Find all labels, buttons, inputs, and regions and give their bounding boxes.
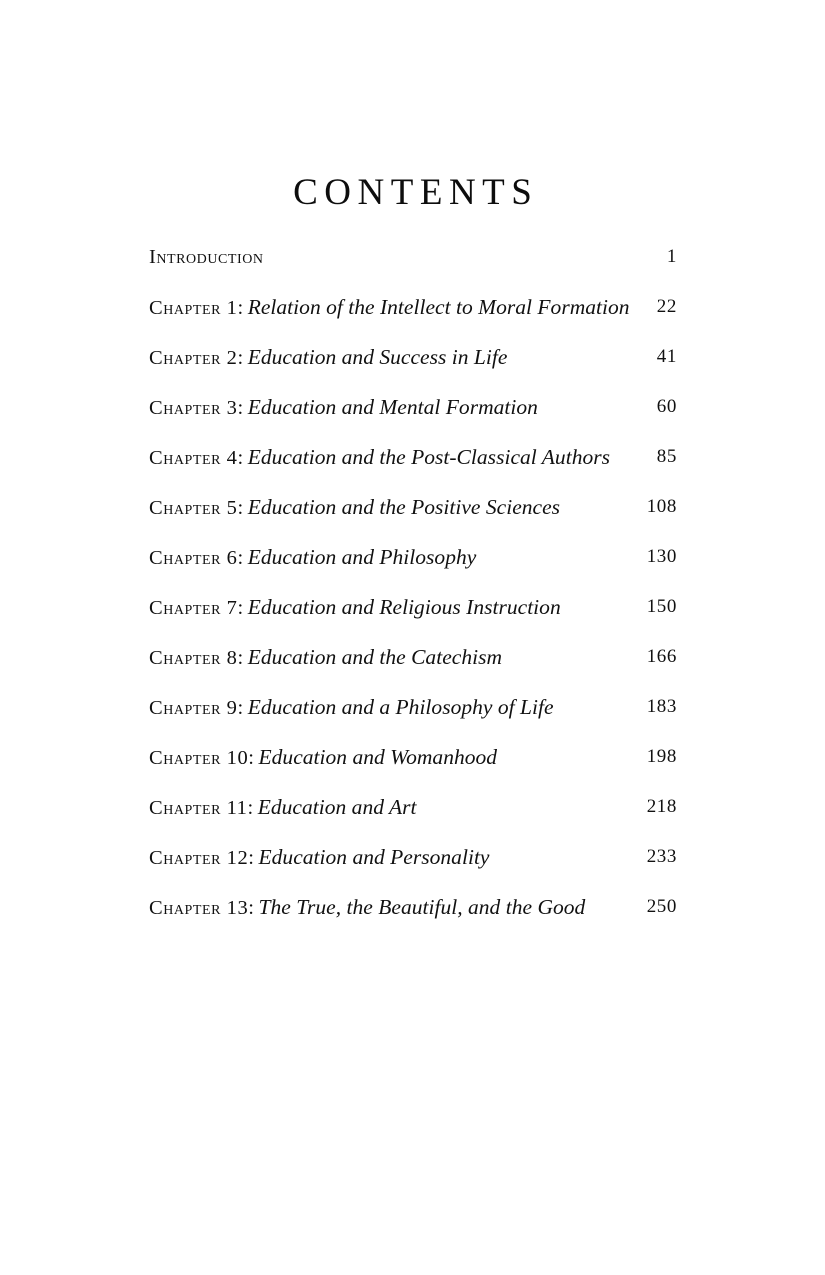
toc-entry[interactable] [149,882,677,932]
toc-entry-text [149,782,417,835]
toc-entry-label: Chapter 4: [149,447,244,469]
toc-entry[interactable] [149,832,677,882]
toc-entry-label: Chapter 6: [149,547,244,569]
toc-entry-label: Chapter 3: [149,397,244,419]
toc-entry-page-number: 183 [646,696,677,717]
toc-entry-label: Chapter 13: [149,897,255,919]
toc-entry[interactable] [149,432,677,482]
toc-entry-name: Education and Womanhood [258,745,498,769]
toc-entry-name: Education and Success in Life [247,345,508,369]
toc-entry-name: Education and a Philosophy of Life [247,695,554,719]
toc-entry-page-number: 218 [646,796,677,817]
toc-entry[interactable] [149,282,677,332]
toc-entry[interactable] [149,582,677,632]
toc-entry-page-number: 60 [656,396,677,417]
toc-entry-text [149,832,490,885]
toc-entry-page-number: 22 [656,296,677,317]
toc-entry-text [149,732,497,785]
toc-entry-label: Chapter 11: [149,797,254,819]
toc-entry-name: Education and Art [257,795,417,819]
toc-entry-page-number: 85 [656,446,677,467]
toc-entry[interactable] [149,332,677,382]
toc-entry[interactable] [149,482,677,532]
toc-entry-name: Education and Mental Formation [247,395,538,419]
toc-entry-text [149,432,610,485]
toc-entry-label: Chapter 8: [149,647,244,669]
page-title: CONTENTS [293,171,539,213]
toc-entry-text [149,632,502,685]
toc-entry-page-number: 233 [646,846,677,867]
toc-entry-text [149,882,585,935]
toc-entry-page-number: 166 [646,646,677,667]
toc-entry-text [149,282,630,335]
toc-entry-page-number: 1 [666,246,677,267]
toc-entry[interactable] [149,382,677,432]
toc-entry-label: Chapter 10: [149,747,255,769]
toc-entry[interactable] [149,782,677,832]
toc-entry-name: Education and the Positive Sciences [247,495,561,519]
toc-entry-label: Chapter 1: [149,297,244,319]
toc-entry-name: Education and Religious Instruction [247,595,561,619]
toc-entry-name: Education and the Catechism [247,645,503,669]
toc-entry-label: Chapter 7: [149,597,244,619]
toc-entry-label: Chapter 12: [149,847,255,869]
toc-entry-text [149,532,476,585]
toc-entry-name: Education and the Post-Classical Authors [247,445,611,469]
toc-entry-page-number: 130 [646,546,677,567]
toc-entry-label: Chapter 9: [149,697,244,719]
table-of-contents-list [149,232,677,932]
toc-entry[interactable] [149,682,677,732]
toc-entry-name: Relation of the Intellect to Moral Formation [247,295,630,319]
toc-entry-page-number: 41 [656,346,677,367]
toc-entry-label: Introduction [149,246,264,268]
toc-entry-page-number: 250 [646,896,677,917]
toc-entry-text [149,232,264,284]
toc-entry-name: Education and Personality [258,845,490,869]
toc-entry[interactable] [149,532,677,582]
toc-entry-label: Chapter 5: [149,497,244,519]
toc-entry[interactable] [149,732,677,782]
toc-entry[interactable] [149,632,677,682]
toc-entry-page-number: 150 [646,596,677,617]
toc-entry-text [149,682,554,735]
toc-entry-page-number: 108 [646,496,677,517]
toc-entry-label: Chapter 2: [149,347,244,369]
toc-entry-text [149,482,560,535]
toc-entry-name: Education and Philosophy [247,545,477,569]
toc-entry-page-number: 198 [646,746,677,767]
toc-entry-text [149,582,561,635]
toc-entry[interactable] [149,232,677,282]
toc-entry-text [149,382,538,435]
toc-entry-name: The True, the Beautiful, and the Good [258,895,586,919]
toc-entry-text [149,332,507,385]
